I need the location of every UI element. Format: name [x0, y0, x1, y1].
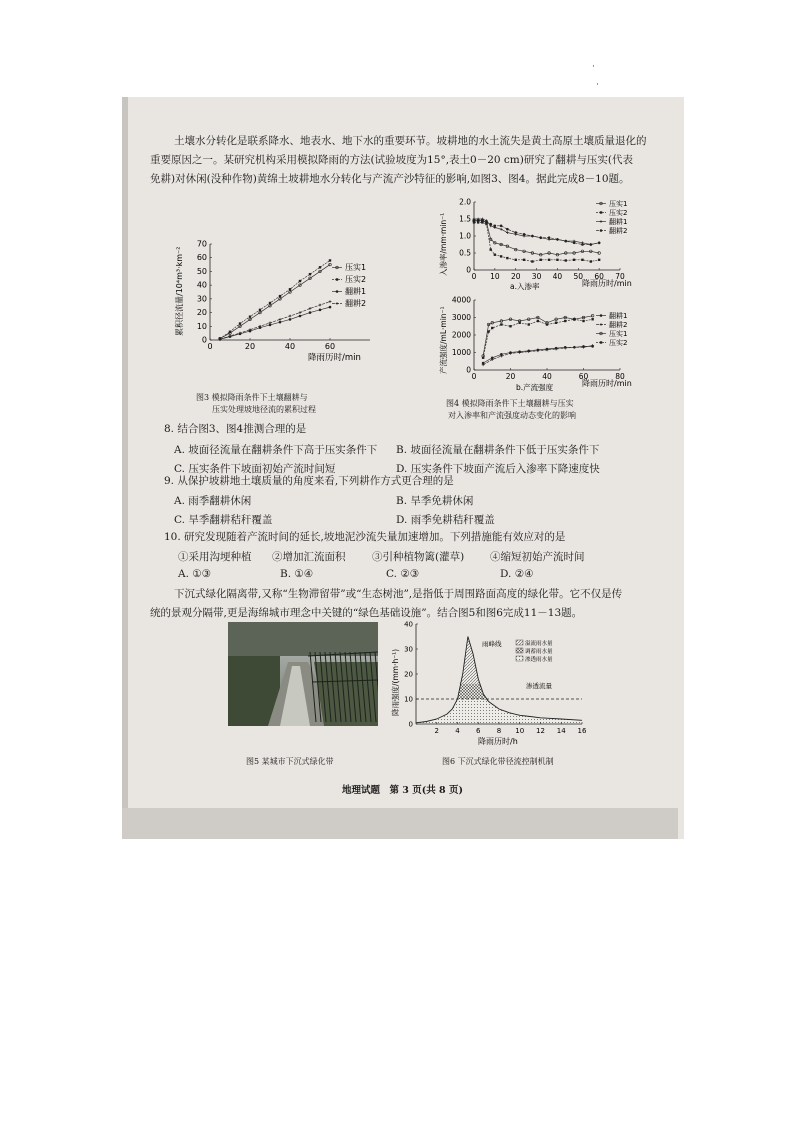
fig4a-plot-series-4-point — [514, 231, 517, 234]
fig4a-plot-series-4-point — [481, 219, 484, 222]
fig3-plot-series-4-line — [220, 302, 330, 340]
fig4b-plot-legend-marker — [600, 341, 602, 343]
fig4a-plot-xtick-label: 60 — [594, 272, 604, 281]
fig6-infiltration-area — [416, 699, 582, 724]
fig4a-plot-series-2-point — [548, 259, 550, 261]
fig3-plot-series-3-point — [289, 318, 292, 321]
fig3-plot-xtick-label: 0 — [207, 342, 213, 351]
fig6-xtick-label: 16 — [577, 727, 587, 735]
fig3-plot-series-2-point — [279, 295, 281, 297]
fig4a-plot-series-4-point — [494, 225, 497, 228]
fig4a-plot-series-3-point — [506, 231, 509, 234]
fig4a-plot-xtick-label: 70 — [615, 272, 625, 281]
fig3-plot-series-2-point — [309, 273, 311, 275]
page-footer: 地理试题 第 3 页(共 8 页) — [342, 785, 463, 796]
fig3-plot-series-2-point — [289, 288, 291, 290]
fig3-plot-series-4-point — [289, 315, 292, 318]
fig4a-plot-series-2-point — [581, 259, 583, 261]
q8-option-d[interactable]: D. 压实条件下坡面产流后入渗率下降速度快 — [396, 463, 600, 475]
fig3-plot-series-4-point — [279, 318, 282, 321]
fig3-plot-series-3-point — [299, 315, 302, 318]
fig3-plot-xtick-label: 40 — [284, 342, 296, 351]
fig6-legend — [516, 639, 553, 663]
fig4b-plot-xtick-label: 80 — [615, 372, 625, 381]
fig4b-plot-series-4-point — [500, 323, 502, 325]
fig4a-plot-xtick-label: 40 — [552, 272, 563, 281]
fig4b-plot-ytick-label: 2000 — [451, 330, 471, 340]
fig6-ytick-label: 30 — [404, 645, 413, 654]
fig6-ytick-label: 20 — [404, 670, 413, 679]
fig3-caption-1: 图3 模拟降雨条件下土壤翻耕与 — [196, 393, 308, 402]
fig4a-plot-series-2-point — [500, 255, 502, 257]
fig4a-plot-ytick-label: 0 — [466, 265, 471, 275]
q9-option-d[interactable]: D. 雨季免耕秸秆覆盖 — [396, 514, 495, 526]
fig4a-plot-series-4-point — [581, 243, 584, 246]
fig4a-plot-series-2-point — [573, 259, 575, 261]
q10-item-1: ①采用沟埂种植 — [178, 551, 252, 563]
fig6-xtick-label: 4 — [455, 727, 460, 735]
fig4a-plot-legend-label: 压实2 — [609, 209, 628, 217]
fig4a-plot-legend-marker — [600, 211, 602, 213]
q10-item-3: ③引种植物篱(灌草) — [372, 551, 465, 563]
q10-option-b[interactable]: B. ①④ — [280, 568, 314, 580]
fig4a-sub: a.入渗率 — [510, 282, 540, 291]
fig4b-plot-series-4-point — [564, 320, 566, 322]
fig3-plot-series-2-point — [249, 315, 251, 317]
fig3-caption-2: 压实处理坡地径流的累积过程 — [212, 405, 316, 414]
fig3-xlabel: 降雨历时/min — [308, 353, 361, 363]
fig3-plot-series-2-point — [299, 280, 301, 282]
fig4b-plot-series-4-point — [487, 330, 489, 332]
fig4b-plot-series-4-point — [482, 357, 484, 359]
fig4b-xlabel: 降雨历时/min — [582, 379, 632, 388]
figure-6-chart — [386, 616, 594, 750]
fig4b-plot-series-4-point — [509, 325, 511, 327]
fig3-plot-series-4-point — [329, 300, 332, 303]
fig3-plot-xtick-label: 60 — [324, 342, 336, 351]
fig3-plot-ytick-label: 60 — [196, 253, 207, 263]
fig4a-plot-series-4-point — [548, 236, 551, 239]
q10-item-4: ④缩短初始产流时间 — [490, 551, 585, 563]
fig6-ytick-label: 40 — [404, 620, 413, 629]
fig4a-plot-series-1-line — [474, 221, 599, 255]
fig4b-plot-series-4-point — [491, 327, 493, 329]
q8-option-a[interactable]: A. 坡面径流量在翻耕条件下高于压实条件下 — [174, 444, 378, 456]
fig4b-plot-ytick-label: 0 — [466, 365, 471, 375]
fig3-plot-series-2-point — [229, 331, 231, 333]
fig4a-plot-series-2-point — [506, 257, 508, 259]
fig3-plot-ytick-label: 30 — [196, 294, 207, 304]
fig4a-plot-xtick-label: 20 — [510, 272, 521, 281]
intro2-line-1: 下沉式绿化隔离带,又称“生物滞留带”或“生态树池”,是指低于周围路面高度的绿化带。它不仅是传 — [174, 588, 623, 600]
fig4a-plot-series-3-point — [500, 228, 503, 231]
fig3-plot-legend-label: 压实1 — [345, 263, 367, 272]
fig4-caption-1: 图4 模拟降雨条件下土壤翻耕与压实 — [446, 399, 574, 408]
fig4a-plot-series-2-point — [540, 259, 542, 261]
photo-bottom-edge — [122, 808, 678, 839]
fig6-xtick-label: 12 — [536, 727, 545, 735]
fig4b-plot-legend-label: 翻耕1 — [609, 312, 628, 320]
fig3-plot-series-2-point — [329, 259, 331, 261]
fig4a-plot-ytick-label: 2.0 — [459, 197, 471, 207]
q9-stem: 9. 从保护坡耕地土壤质量的角度来看,下列耕作方式更合理的是 — [164, 475, 454, 487]
fig4b-plot-series-4-point — [537, 320, 539, 322]
fig4b-plot-series-4-point — [528, 323, 530, 325]
fig4a-plot-series-2-point — [556, 259, 558, 261]
fig6-ylabel: 降雨强度/(mm·h⁻¹) — [391, 648, 400, 716]
fig4a-plot-xtick-label: 10 — [490, 272, 500, 281]
fig5-caption: 图5 某城市下沉式绿化带 — [246, 757, 334, 766]
fig4a-plot-xtick-label: 0 — [471, 272, 477, 281]
fig4b-ylabel: 产流强度/mL·min⁻¹ — [439, 306, 448, 374]
fig4a-plot-ytick-label: 0.5 — [459, 248, 471, 258]
fig6-xtick-label: 6 — [476, 727, 481, 735]
fig4a-plot-legend-marker — [600, 229, 603, 232]
fig4b-plot-series-4-point — [546, 323, 548, 325]
q10-option-a[interactable]: A. ①③ — [178, 568, 212, 580]
fig4b-plot-legend-label: 压实1 — [609, 330, 628, 338]
fig3-plot-series-3-point — [329, 306, 332, 309]
fig3-plot-series-1-point — [329, 263, 332, 266]
fig3-plot-series-2-point — [269, 302, 271, 304]
intro2-line-2: 统的景观分隔带,更是海绵城市理念中关键的“绿色基础设施”。结合图5和图6完成11－13题。 — [150, 607, 583, 619]
fig4b-plot-legend-marker — [600, 314, 603, 317]
q8-stem: 8. 结合图3、图4推测合理的是 — [164, 423, 307, 435]
q10-option-c[interactable]: C. ②③ — [386, 568, 420, 580]
fig4a-plot-series-4-point — [556, 238, 559, 241]
q10-item-2: ②增加汇流面积 — [272, 551, 346, 563]
fig4b-plot-legend-label: 翻耕2 — [609, 321, 628, 329]
fig3-plot-ytick-label: 10 — [196, 321, 207, 331]
fig6-xtick-label: 14 — [556, 727, 566, 735]
fig6-seep-label: 渗透流量 — [526, 682, 552, 690]
fig4a-xlabel: 降雨历时/min — [582, 279, 632, 288]
fig3-plot-legend-marker — [336, 302, 339, 305]
fig4b-plot-series-4-point — [591, 318, 593, 320]
figure-4a-chart — [432, 196, 662, 292]
fig4b-plot-xtick-label: 60 — [578, 372, 589, 381]
fig4a-plot-xtick-label: 50 — [573, 272, 584, 281]
fig4a-plot-series-2-point — [565, 259, 567, 261]
fig3-plot-ytick-label: 20 — [196, 308, 207, 318]
fig4a-plot-series-2-point — [523, 259, 525, 261]
fig4b-plot-series-2-point — [573, 346, 576, 349]
fig3-plot-series-4-point — [319, 304, 322, 307]
scan-speck: · — [592, 62, 595, 72]
fig3-plot-legend-label: 翻耕2 — [345, 299, 367, 308]
q8-option-c[interactable]: C. 压实条件下坡面初始产流时间短 — [174, 463, 336, 475]
fig4a-plot-series-2-point — [515, 259, 517, 261]
fig4b-plot-xtick-label: 0 — [471, 372, 477, 381]
fig6-peak-label: 雨峰线 — [482, 640, 502, 648]
fig6-caption: 图6 下沉式绿化带径流控制机制 — [442, 757, 554, 766]
fig6-legend-overflow: 溢流雨水量 — [525, 641, 553, 647]
fig4a-plot-legend-marker — [600, 220, 603, 223]
fig4b-plot-series-4-point — [573, 318, 575, 320]
fig3-plot-legend-marker — [336, 290, 339, 293]
fig4a-plot-series-4-point — [485, 221, 488, 224]
fig3-plot-series-3-point — [279, 321, 282, 324]
fig4b-plot-series-4-point — [555, 322, 557, 324]
fig3-plot-ytick-label: 40 — [196, 280, 207, 290]
fig4a-plot-series-4-point — [506, 228, 509, 231]
fig3-plot-ytick-label: 0 — [201, 335, 207, 345]
fig4b-plot-series-4-point — [582, 320, 584, 322]
fig4a-ylabel: 入渗率/mm·min⁻¹ — [439, 212, 448, 276]
figure-5-photo — [228, 622, 378, 726]
fig3-plot-series-2-point — [239, 322, 241, 324]
q9-option-b[interactable]: B. 旱季免耕休闲 — [396, 495, 474, 507]
fig3-plot-legend-label: 压实2 — [345, 275, 367, 284]
fig4a-plot-series-4-point — [477, 219, 480, 222]
fig4a-plot-ytick-label: 1.0 — [459, 231, 471, 241]
intro-line-2: 重要原因之一。某研究机构采用模拟降雨的方法(试验坡度为15°,表土0－20 cm)研究了翻耕与压实(代表 — [150, 154, 633, 166]
fig3-plot-series-4-point — [269, 321, 272, 324]
q9-option-a[interactable]: A. 雨季翻耕休闲 — [174, 495, 252, 507]
intro-line-1: 土壤水分转化是联系降水、地表水、地下水的重要环节。坡耕地的水土流失是黄土高原土壤质量退化的 — [174, 135, 647, 147]
fig4a-plot-series-4-point — [573, 242, 576, 245]
figure-3-chart — [160, 236, 400, 366]
fig4b-plot-xtick-label: 40 — [542, 372, 552, 381]
fig3-plot-series-4-point — [309, 307, 312, 310]
fig4a-plot-legend-label: 翻耕2 — [609, 227, 628, 235]
scan-speck: · — [596, 80, 599, 90]
fig4b-plot-legend-marker — [600, 323, 603, 326]
fig3-plot-series-1-line — [220, 265, 330, 339]
fig6-legend-infiltration: 渗透雨水量 — [525, 657, 553, 663]
fig4b-plot-series-4-point — [518, 322, 520, 324]
fig4a-plot-series-2-point — [590, 260, 592, 262]
fig4b-plot-xtick-label: 20 — [505, 372, 516, 381]
fig4a-plot-series-4-point — [598, 242, 601, 245]
fig3-plot-series-2-line — [220, 261, 330, 339]
q8-option-b[interactable]: B. 坡面径流量在翻耕条件下低于压实条件下 — [396, 444, 600, 456]
fig3-plot-ytick-label: 70 — [196, 239, 207, 249]
fig3-plot-series-2-point — [319, 266, 321, 268]
fig4a-plot-series-4-point — [531, 235, 534, 238]
fig4a-plot-legend-label: 压实1 — [609, 200, 628, 208]
fig4a-plot-series-4-point — [489, 223, 492, 226]
fig4a-plot-series-2-line — [474, 222, 599, 261]
fig4b-plot-legend-label: 压实2 — [609, 339, 628, 347]
fig4a-plot-series-4-point — [539, 236, 542, 239]
fig4a-plot-xtick-label: 30 — [531, 272, 542, 281]
fig3-plot-ytick-label: 50 — [196, 266, 207, 276]
q9-option-c[interactable]: C. 旱季翻耕秸秆覆盖 — [174, 514, 273, 526]
fig4-caption-2: 对入渗率和产流强度动态变化的影响 — [448, 411, 576, 420]
fig4a-plot-series-2-point — [494, 254, 496, 256]
fig4a-plot-legend-label: 翻耕1 — [609, 218, 628, 226]
fig3-plot-series-3-point — [309, 311, 312, 314]
fig3-plot-legend-label: 翻耕1 — [345, 287, 367, 296]
fig4b-sub: b.产流强度 — [516, 383, 554, 392]
fig3-plot-legend-marker — [336, 278, 338, 280]
fig3-plot-series-2-point — [259, 309, 261, 311]
fig4b-plot-ytick-label: 3000 — [451, 313, 471, 322]
fig6-ytick-label: 10 — [404, 695, 413, 704]
fig4b-plot-ytick-label: 1000 — [451, 348, 471, 357]
fig4a-plot-series-4-point — [473, 219, 476, 222]
fig6-xtick-label: 8 — [496, 727, 502, 735]
fig3-plot-xtick-label: 20 — [244, 342, 256, 351]
fig6-xtick-label: 10 — [515, 727, 525, 735]
fig3-ylabel: 累积径流量/10⁴m³·km⁻² — [175, 246, 184, 336]
fig4a-plot-series-2-point — [489, 248, 491, 250]
fig6-xlabel: 降雨历时/h — [478, 737, 518, 746]
fig4a-plot-series-2-point — [598, 259, 600, 261]
figure-4b-chart — [432, 292, 662, 396]
fig4a-plot-series-4-point — [564, 240, 567, 243]
fig6-xtick-label: 2 — [434, 727, 439, 735]
fig3-plot-series-3-point — [319, 309, 322, 312]
fig4a-plot-series-4-point — [500, 225, 503, 228]
q10-option-d[interactable]: D. ②④ — [500, 568, 534, 580]
fig4a-plot-series-4-point — [590, 243, 593, 246]
fig6-legend-storage: 调蓄雨水量 — [525, 649, 553, 655]
q10-stem: 10. 研究发现随着产流时间的延长,坡地泥沙流失量加速增加。下列措施能有效应对的是 — [164, 531, 566, 543]
fig4a-plot-ytick-label: 1.5 — [459, 214, 471, 224]
fig6-ytick-label: 0 — [408, 720, 413, 729]
fig4a-plot-series-4-point — [523, 233, 526, 236]
fig3-plot-series-4-point — [299, 311, 302, 314]
fig4a-plot-series-2-point — [531, 260, 533, 262]
fig4b-plot-ytick-label: 4000 — [451, 295, 471, 305]
fig3-plot-series-3-line — [220, 307, 330, 339]
intro-line-3: 免耕)对休闲(没种作物)黄绵土坡耕地水分转化与产流产沙特征的影响,如图3、图4。据此完成8－10题。 — [150, 173, 630, 185]
